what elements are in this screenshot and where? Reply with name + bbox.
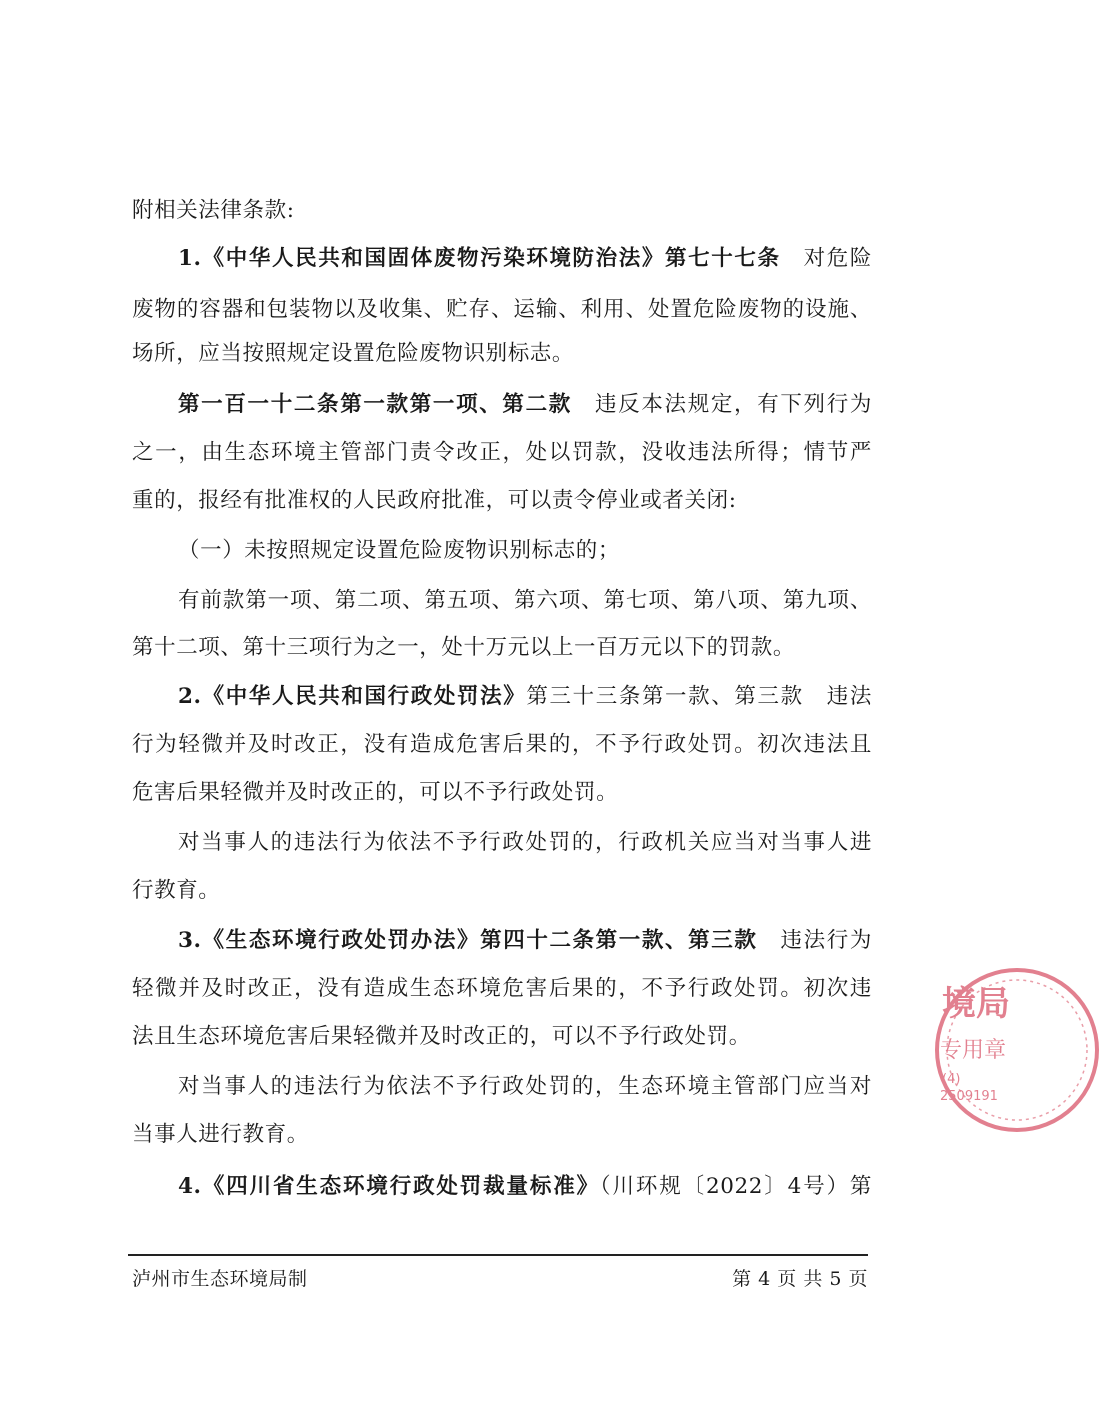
text: 对当事人的违法行为依法不予行政处罚的，生态环境主管部门应当对	[178, 1074, 872, 1099]
paragraph-line	[178, 926, 872, 956]
text: 对当事人的违法行为依法不予行政处罚的，行政机关应当对当事人进	[178, 830, 872, 855]
text: 第三十三条第一款、第三款	[526, 684, 804, 709]
seal-text: (4)	[942, 1072, 961, 1087]
seal-text: 2509191	[940, 1089, 998, 1104]
text: 行为轻微并及时改正，没有造成危害后果的，不予行政处罚。初次违法且	[132, 732, 872, 757]
text: 废物的容器和包装物以及收集、贮存、运输、利用、处置危险废物的设施、	[132, 297, 872, 322]
law-citation: 3.《生态环境行政处罚办法》第四十二条第一款、第三款	[178, 928, 758, 953]
paragraph-line	[178, 586, 872, 616]
text: 违法	[825, 684, 873, 709]
text: 轻微并及时改正，没有造成生态环境危害后果的，不予行政处罚。初次违	[132, 976, 872, 1001]
text: 有前款第一项、第二项、第五项、第六项、第七项、第八项、第九项、	[178, 588, 872, 613]
paragraph-line	[132, 974, 872, 1004]
text: （一）未按照规定设置危险废物识别标志的；	[178, 538, 621, 563]
paragraph-line	[132, 778, 872, 808]
paragraph-line	[178, 828, 872, 858]
text: 附相关法律条款:	[132, 198, 295, 223]
text: 违法行为	[779, 928, 872, 953]
text: 场所，应当按照规定设置危险废物识别标志。	[132, 341, 575, 366]
paragraph-line	[132, 1120, 872, 1150]
text: （川环规〔2022〕4号）第	[599, 1174, 873, 1199]
text: 法且生态环境危害后果轻微并及时改正的，可以不予行政处罚。	[132, 1024, 751, 1049]
attachment-heading	[132, 196, 872, 226]
text: 危害后果轻微并及时改正的，可以不予行政处罚。	[132, 780, 619, 805]
official-seal-icon	[932, 955, 1102, 1145]
seal-text: 境局	[942, 984, 1010, 1024]
paragraph-line	[178, 390, 872, 420]
law-citation: 第一百一十二条第一款第一项、第二款	[178, 392, 572, 417]
law-citation: 1.《中华人民共和国固体废物污染环境防治法》第七十七条	[178, 246, 781, 271]
text: 当事人进行教育。	[132, 1122, 309, 1147]
paragraph-line	[132, 339, 872, 369]
text: 违反本法规定，有下列行为	[593, 392, 873, 417]
text: 重的，报经有批准权的人民政府批准，可以责令停业或者关闭:	[132, 488, 737, 513]
page-number: 第 4 页 共 5 页	[732, 1268, 868, 1290]
text: 对危险	[802, 246, 872, 271]
text: 之一，由生态环境主管部门责令改正，处以罚款，没收违法所得；情节严	[132, 440, 872, 465]
paragraph-line	[178, 682, 872, 712]
text: 第十二项、第十三项行为之一，处十万元以上一百万元以下的罚款。	[132, 635, 796, 660]
paragraph-line	[178, 1172, 872, 1202]
paragraph-line	[178, 1072, 872, 1102]
paragraph-line	[132, 1022, 872, 1052]
law-citation: 4.《四川省生态环境行政处罚裁量标准》	[178, 1174, 600, 1199]
paragraph-line	[178, 244, 872, 274]
paragraph-line	[132, 486, 872, 516]
footer-issuer: 泸州市生态环境局制	[132, 1268, 308, 1290]
seal-text: 专用章	[940, 1038, 1007, 1063]
paragraph-line	[132, 730, 872, 760]
text: 行教育。	[132, 878, 221, 903]
paragraph-line	[132, 876, 872, 906]
paragraph-line	[132, 295, 872, 325]
law-citation: 2.《中华人民共和国行政处罚法》	[178, 684, 527, 709]
footer-divider	[128, 1254, 868, 1256]
paragraph-line	[132, 633, 872, 663]
paragraph-line	[178, 536, 872, 566]
paragraph-line	[132, 438, 872, 468]
